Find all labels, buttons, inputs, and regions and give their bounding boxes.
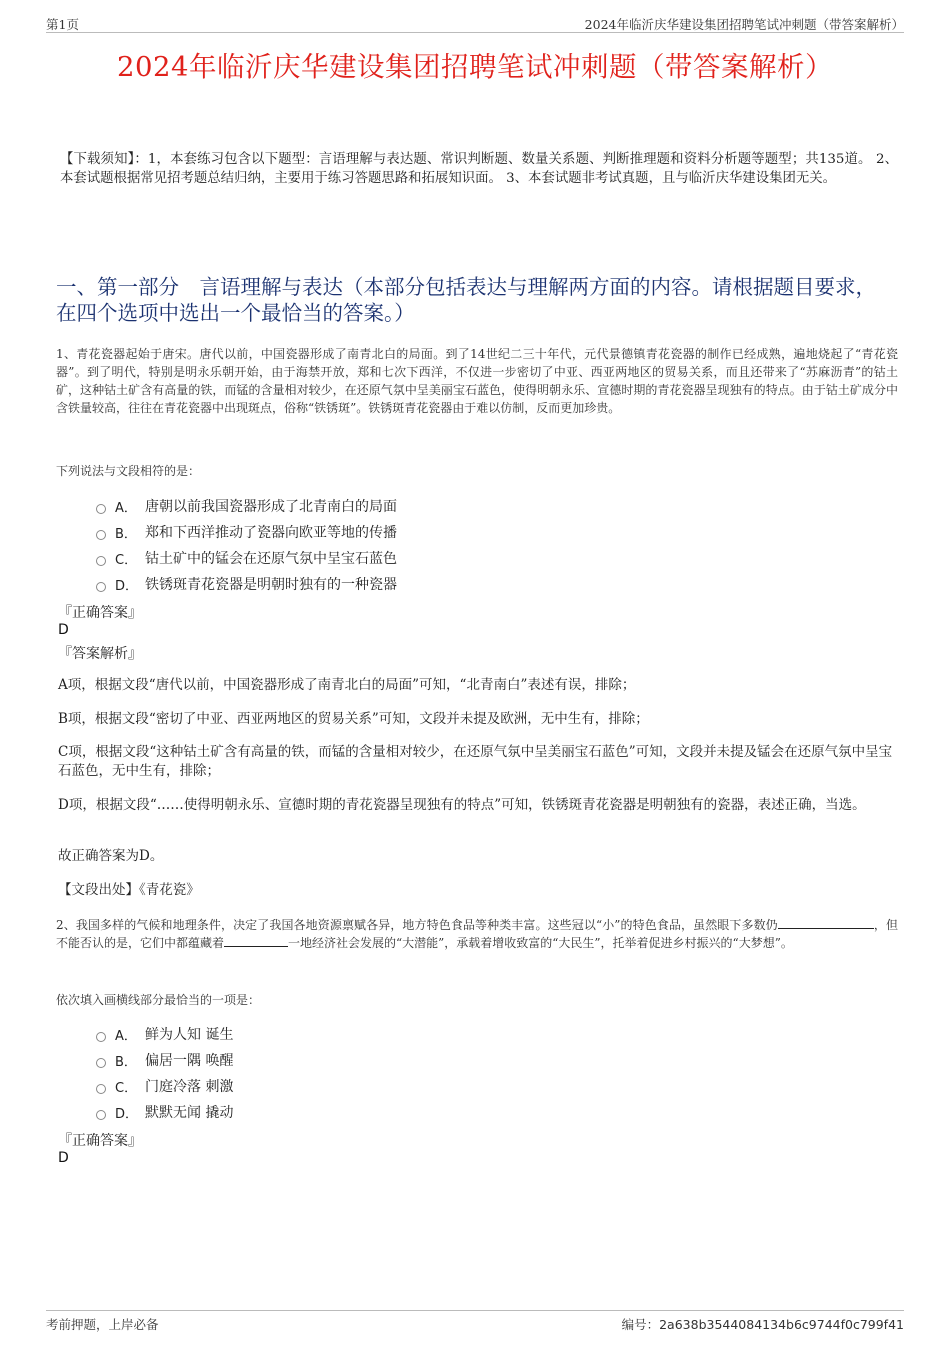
footer-slogan: 考前押题，上岸必备 [46,1317,159,1332]
radio-icon[interactable] [96,1110,106,1120]
q2-option-d[interactable]: D． 默默无闻 撬动 [96,1102,233,1122]
q2-ask: 依次填入画横线部分最恰当的一项是： [56,993,261,1007]
radio-icon[interactable] [96,556,106,566]
q2-option-c[interactable]: C． 门庭冷落 刺激 [96,1076,233,1096]
q1-correct-answer: D [58,622,69,638]
q2-blank-1[interactable] [778,916,874,929]
q1-analysis-conclusion: 故正确答案为D。 [58,848,164,864]
footer-code: 编号：2a638b3544084134b6c9744f0c799f41 [621,1317,904,1332]
q1-passage: 1、青花瓷器起始于唐宋。唐代以前，中国瓷器形成了南青北白的局面。到了14世纪二三十年代，元代景德镇青花瓷器的制作已经成熟，遍地烧起了“青花瓷器”。到了明代，特别是明永乐朝开始，由于海禁开放，郑和七次下西洋，不仅进一步密切了中亚、西亚两地区的贸易关系，而且还带来了“苏麻沥青”的钴土矿，这种钴土矿含有高量的铁，而锰的含量相对较少，在还原气氛中呈美丽宝石蓝色，使得明朝永乐、宣德时期的青花瓷器呈现独有的特点。由于钴土矿成分中含铁量较高，往往在青花瓷器中出现斑点，俗称“铁锈斑”。铁锈斑青花瓷器由于难以仿制，反而更加珍贵。 [56,347,898,415]
page-footer [46,1310,904,1331]
q1-option-d[interactable]: D． 铁锈斑青花瓷器是明朝时独有的一种瓷器 [96,574,397,594]
radio-icon[interactable] [96,1032,106,1042]
q1-analysis-label: 『答案解析』 [58,646,142,662]
document-title: 2024年临沂庆华建设集团招聘笔试冲刺题（带答案解析） [117,51,833,83]
q1-ask: 下列说法与文段相符的是： [56,464,201,478]
q1-analysis-a: A项，根据文段“唐代以前，中国瓷器形成了南青北白的局面”可知，“北青南白”表述有误，排除； [58,677,636,693]
q2-option-b[interactable]: B． 偏居一隅 唤醒 [96,1050,233,1070]
q2-correct-answer: D [58,1150,69,1166]
section-heading: 一、第一部分 言语理解与表达（本部分包括表达与理解两方面的内容。请根据题目要求，在四个选项中选出一个最恰当的答案。） [56,275,876,325]
q1-correct-label: 『正确答案』 [58,605,142,621]
radio-icon[interactable] [96,582,106,592]
q1-option-b[interactable]: B． 郑和下西洋推动了瓷器向欧亚等地的传播 [96,522,397,542]
radio-icon[interactable] [96,1084,106,1094]
q2-blank-2[interactable] [224,934,288,947]
radio-icon[interactable] [96,1058,106,1068]
q2-option-a[interactable]: A． 鲜为人知 诞生 [96,1024,233,1044]
q2-passage: 2、我国多样的气候和地理条件，决定了我国各地资源禀赋各异，地方特色食品等种类丰富。这些冠以“小”的特色食品，虽然眼下多数仍 ，但不能否认的是，它们中都蕴藏着 一地经济社会发展的“大潜能”，承载着增收致富的“大民生”，托举着促进乡村振兴的“大梦想”。 [56,918,898,950]
q2-correct-label: 『正确答案』 [58,1133,142,1149]
download-notice: 【下载须知】：1，本套练习包含以下题型：言语理解与表达题、常识判断题、数量关系题、判断推理题和资料分析题等题型；共135道。 2、本套试题根据常见招考题总结归纳，主要用于练习答题思路和拓展知识面。 3、本套试题非考试真题，且与临沂庆华建设集团无关。 [60,152,898,186]
radio-icon[interactable] [96,530,106,540]
q1-option-c[interactable]: C． 钴土矿中的锰会在还原气氛中呈宝石蓝色 [96,548,397,568]
q1-option-a[interactable]: A． 唐朝以前我国瓷器形成了北青南白的局面 [96,496,397,516]
header-doc-title: 2024年临沂庆华建设集团招聘笔试冲刺题（带答案解析） [584,17,904,32]
page-header [46,14,904,33]
q1-source: 【文段出处】《青花瓷》 [58,882,200,898]
q1-analysis-d: D项，根据文段“……使得明朝永乐、宣德时期的青花瓷器呈现独有的特点”可知，铁锈斑青花瓷器是明朝独有的瓷器，表述正确，当选。 [58,797,866,813]
page-number: 第1页 [46,17,79,32]
radio-icon[interactable] [96,504,106,514]
q1-analysis-c: C项，根据文段“这种钴土矿含有高量的铁，而锰的含量相对较少，在还原气氛中呈美丽宝石蓝色”可知，文段并未提及锰会在还原气氛中呈宝石蓝色，无中生有，排除； [58,744,893,779]
q1-analysis-b: B项，根据文段“密切了中亚、西亚两地区的贸易关系”可知，文段并未提及欧洲，无中生有，排除； [58,711,649,727]
